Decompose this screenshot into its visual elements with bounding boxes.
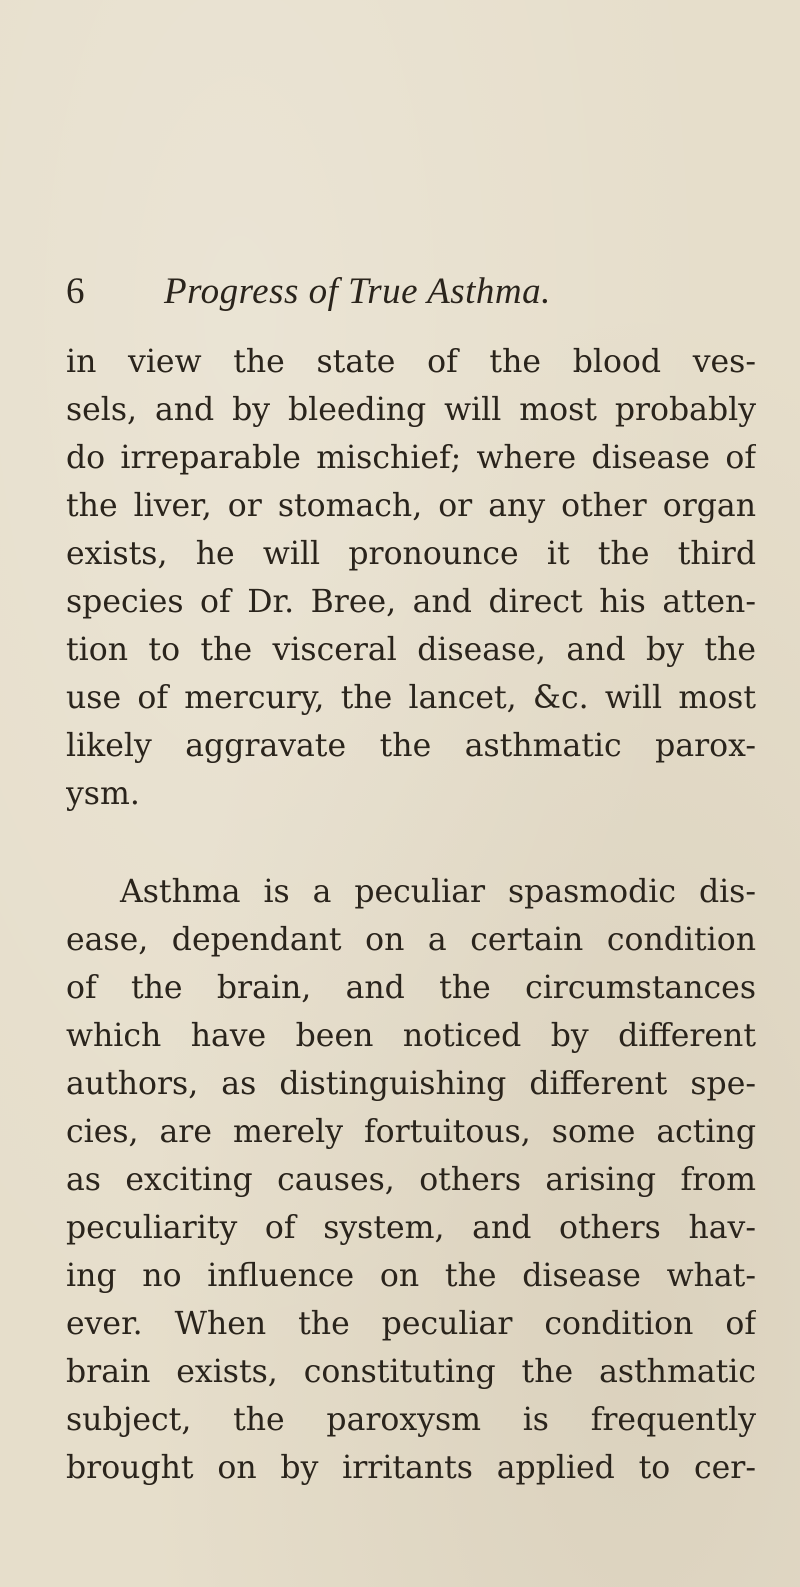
running-title: Progress of True Asthma. (164, 271, 551, 312)
text-line: sels, and by bleeding will most probably (66, 392, 756, 428)
text-line: in view the state of the blood ves- (66, 344, 756, 380)
text-line: the liver, or stomach, or any other organ (66, 488, 756, 524)
text-line: likely aggravate the asthmatic parox- (66, 728, 756, 764)
text-line: tion to the visceral disease, and by the (66, 632, 756, 668)
text-line: ever. When the peculiar condition of (66, 1306, 756, 1342)
text-line: Asthma is a peculiar spasmodic dis- (120, 874, 756, 910)
text-line: cies, are merely fortuitous, some acting (66, 1114, 756, 1150)
running-head (54, 270, 754, 314)
text-line: ing no influence on the disease what- (66, 1258, 756, 1294)
text-line: of the brain, and the circumstances (66, 970, 756, 1006)
text-line: brain exists, constituting the asthmatic (66, 1354, 756, 1390)
text-line: brought on by irritants applied to cer- (66, 1450, 756, 1486)
paragraph-2 (66, 868, 756, 1492)
text-line: peculiarity of system, and others hav- (66, 1210, 756, 1246)
text-line: exists, he will pronounce it the third (66, 536, 756, 572)
text-line: use of mercury, the lancet, &c. will most (66, 680, 756, 716)
text-line: ysm. (66, 776, 140, 812)
text-line: ease, dependant on a certain condition (66, 922, 756, 958)
text-line: authors, as distinguishing different spe- (66, 1066, 756, 1102)
text-line: species of Dr. Bree, and direct his atten- (66, 584, 756, 620)
text-line: subject, the paroxysm is frequently (66, 1402, 756, 1438)
text-line: do irreparable mischief; where disease of (66, 440, 756, 476)
text-line: as exciting causes, others arising from (66, 1162, 756, 1198)
page-number: 6 (66, 271, 85, 312)
text-line: which have been noticed by different (66, 1018, 756, 1054)
paragraph-1 (66, 338, 756, 818)
